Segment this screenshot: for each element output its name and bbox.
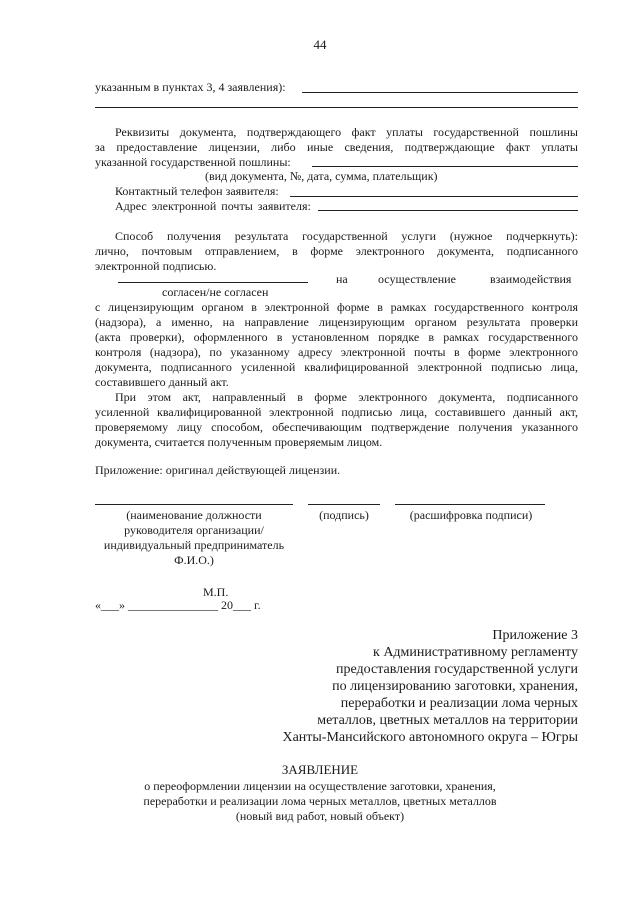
requisites-line-2: за предоставление лицензии, либо иные сведения, подтверждающие факт уплаты (95, 140, 578, 154)
stamp-place: М.П. (203, 585, 229, 599)
method-line-1: Способ получения результата государственной услуги (нужное подчеркнуть): (115, 229, 578, 243)
signature-line (308, 504, 380, 505)
requisites-hint: (вид документа, №, дата, сумма, плательщик) (205, 169, 438, 183)
consent-line: с лицензирующим органом в электронной форме в рамках государственного контроля (95, 300, 578, 314)
blank-line (312, 166, 578, 167)
consent-hint: согласен/не согласен (162, 285, 269, 299)
consent-line: (надзора), а именно, на направление лицензирующим органом результата проверки (95, 315, 578, 329)
act-line: При этом акт, направленный в форме электронного документа, подписанного (115, 390, 578, 404)
appendix-line: металлов, цветных металлов на территории (317, 713, 578, 728)
consent-line: документа, подписанного усиленной квалифицированной электронной подписью лица, (95, 360, 578, 374)
date-line: «___» _______________ 20___ г. (95, 598, 261, 612)
position-caption: Ф.И.О.) (174, 553, 214, 567)
consent-word-1: на (336, 272, 348, 286)
consent-word-3: взаимодействия (490, 272, 572, 286)
email-field-line (318, 210, 578, 211)
appendix-line: к Административному регламенту (373, 645, 578, 660)
attachment-note: Приложение: оригинал действующей лицензии. (95, 463, 341, 477)
consent-blank-line (118, 282, 308, 283)
appendix-line: по лицензированию заготовки, хранения, (332, 679, 578, 694)
blank-line (95, 107, 578, 108)
statement-title: ЗАЯВЛЕНИЕ (281, 762, 359, 777)
signature-decoding-caption: (расшифровка подписи) (409, 508, 533, 522)
consent-line: составившего данный акт. (95, 375, 229, 389)
signature-decoding-line (395, 504, 545, 505)
appendix-line: переработки и реализации лома черных (340, 696, 578, 711)
method-line-2: лично, почтовым отправлением, в форме электронного документа, подписанного (95, 244, 578, 258)
appendix-line: Приложение 3 (492, 628, 578, 643)
position-line (95, 504, 293, 505)
paragraph-lead: указанным в пунктах 3, 4 заявления): (95, 80, 286, 94)
act-line: документа, считается полученным проверяемым лицом. (95, 435, 383, 449)
email-label: Адрес электронной почты заявителя: (115, 199, 311, 213)
statement-line: о переоформлении лицензии на осуществление заготовки, хранения, (144, 779, 496, 793)
requisites-line-1: Реквизиты документа, подтверждающего факт уплаты государственной пошлины (115, 125, 578, 139)
act-line: проверяемому лицу способом, обеспечивающим подтверждение получения указанного (95, 420, 578, 434)
consent-line: (акта проверки), оформленного в установленном порядке в рамках государственного (95, 330, 578, 344)
method-line-3: электронной подписью. (95, 259, 217, 273)
page-number: 44 (313, 37, 327, 52)
consent-word-2: осуществление (378, 272, 456, 286)
statement-line: переработки и реализации лома черных металлов, цветных металлов (143, 794, 497, 808)
appendix-line: предоставления государственной услуги (336, 662, 578, 677)
signature-caption: (подпись) (319, 508, 369, 522)
consent-line: контроля (надзора), по указанному адресу электронной почты в форме электронного (95, 345, 578, 359)
phone-label: Контактный телефон заявителя: (115, 184, 279, 198)
position-caption: индивидуальный предприниматель (103, 538, 285, 552)
position-caption: (наименование должности (126, 508, 262, 522)
position-caption: руководителя организации/ (124, 523, 264, 537)
blank-line (302, 92, 578, 93)
act-line: усиленной квалифицированной электронной подписью лица, составившего данный акт, (95, 405, 578, 419)
statement-line: (новый вид работ, новый объект) (235, 809, 405, 823)
requisites-line-3: указанной государственной пошлины: (95, 155, 291, 169)
phone-field-line (290, 196, 578, 197)
appendix-line: Ханты-Мансийского автономного округа – Югры (282, 730, 578, 745)
